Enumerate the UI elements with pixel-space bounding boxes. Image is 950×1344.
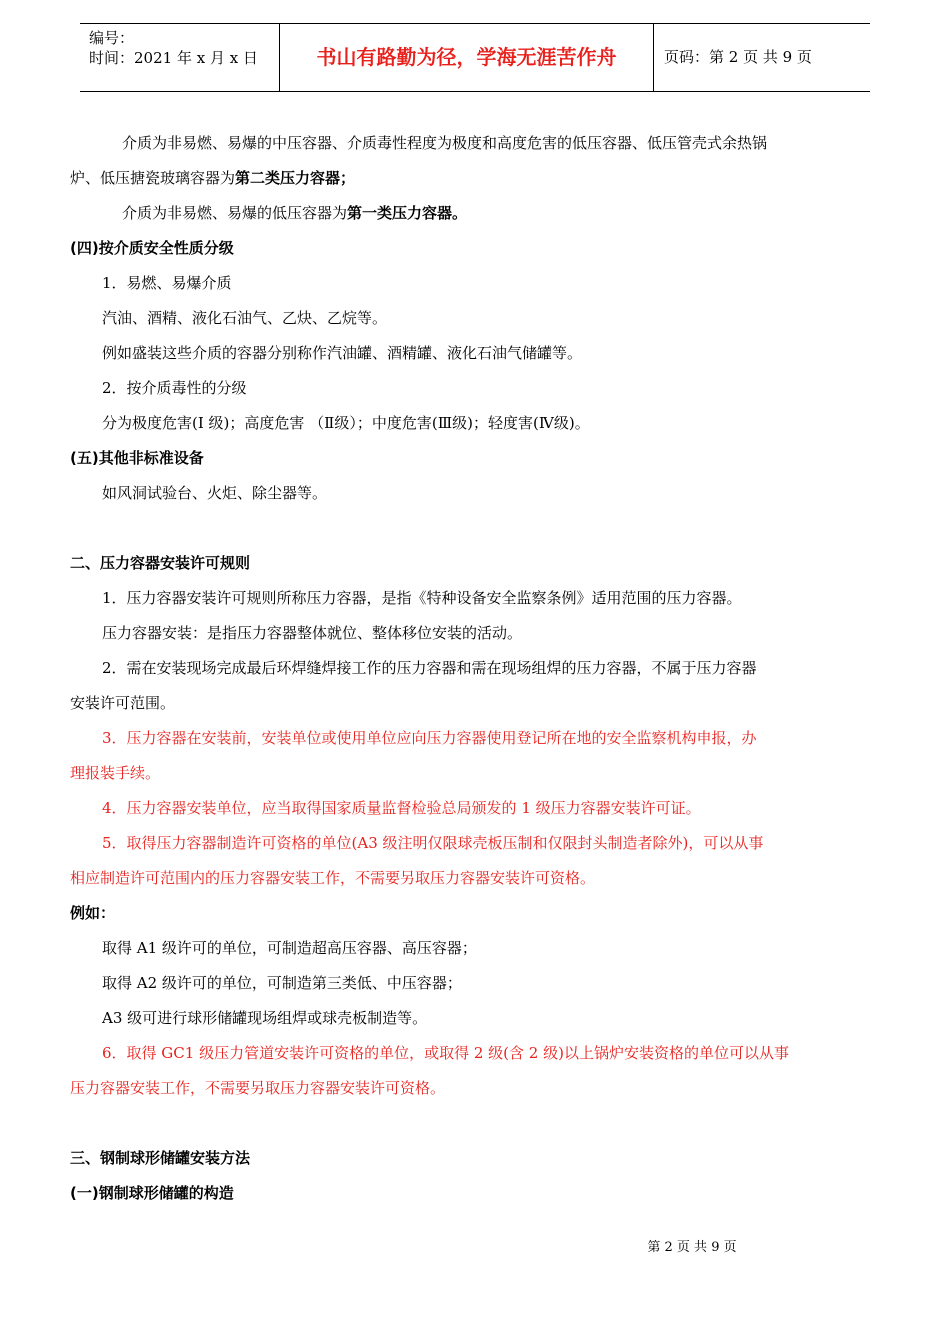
bold-term: 第二类压力容器； [235, 169, 356, 187]
document-date: 时间：2021 年 x 月 x 日 [89, 49, 258, 67]
list-item: 分为极度危害(Ⅰ 级)；高度危害 （Ⅱ级）；中度危害(Ⅲ级)；轻度害(Ⅳ级)。 [102, 414, 590, 432]
list-item: A3 级可进行球形储罐现场组焊或球壳板制造等。 [102, 1009, 428, 1027]
highlighted-paragraph: 3．压力容器在安装前，安装单位或使用单位应向压力容器使用登记所在地的安全监察机构申报，办 [102, 729, 757, 747]
highlighted-paragraph: 理报装手续。 [70, 764, 161, 782]
chapter-heading: 三、钢制球形储罐安装方法 [70, 1149, 251, 1167]
document-body [70, 126, 885, 1211]
list-item: 汽油、酒精、液化石油气、乙炔、乙烷等。 [102, 309, 388, 327]
list-item: 例如盛装这些介质的容器分别称作汽油罐、酒精罐、液化石油气储罐等。 [102, 344, 583, 362]
highlighted-paragraph: 压力容器安装工作，不需要另取压力容器安装许可资格。 [70, 1079, 446, 1097]
bold-term: 第一类压力容器。 [347, 204, 468, 222]
highlighted-paragraph: 6．取得 GC1 级压力管道安装许可资格的单位，或取得 2 级(含 2 级)以上锅炉安装资格的单位可以从事 [102, 1044, 789, 1062]
list-item: 取得 A1 级许可的单位，可制造超高压容器、高压容器； [102, 939, 477, 957]
chapter-heading: 二、压力容器安装许可规则 [70, 554, 251, 572]
highlighted-paragraph: 4．压力容器安装单位，应当取得国家质量监督检验总局颁发的 1 级压力容器安装许可证。 [102, 799, 701, 817]
list-item: 1．易燃、易爆介质 [102, 274, 232, 292]
header-page-number: 页码：第 2 页 共 9 页 [664, 48, 812, 66]
header-left-cell [80, 24, 280, 91]
section-heading: (五)其他非标准设备 [70, 449, 204, 467]
spacer [70, 1106, 885, 1141]
section-heading: (四)按介质安全性质分级 [70, 239, 234, 257]
list-item: 如风洞试验台、火炬、除尘器等。 [102, 484, 328, 502]
document-number-label: 编号： [89, 29, 135, 47]
paragraph: 1．压力容器安装许可规则所称压力容器，是指《特种设备安全监察条例》适用范围的压力容器。 [102, 589, 742, 607]
paragraph: 安装许可范围。 [70, 694, 176, 712]
paragraph: 炉、低压搪瓷玻璃容器为第二类压力容器； [70, 169, 356, 187]
example-heading: 例如： [70, 904, 116, 922]
paragraph: 2．需在安装现场完成最后环焊缝焊接工作的压力容器和需在现场组焊的压力容器，不属于压力容器 [102, 659, 757, 677]
header-motto: 书山有路勤为径，学海无涯苦作舟 [280, 24, 654, 91]
highlighted-paragraph: 相应制造许可范围内的压力容器安装工作，不需要另取压力容器安装许可资格。 [70, 869, 596, 887]
section-heading: (一)钢制球形储罐的构造 [70, 1184, 234, 1202]
paragraph: 介质为非易燃、易爆的中压容器、介质毒性程度为极度和高度危害的低压容器、低压管壳式余热锅 [122, 134, 768, 152]
page-header [80, 23, 870, 92]
highlighted-paragraph: 5．取得压力容器制造许可资格的单位(A3 级注明仅限球壳板压制和仅限封头制造者除外)，可以从事 [102, 834, 764, 852]
paragraph: 压力容器安装：是指压力容器整体就位、整体移位安装的活动。 [102, 624, 523, 642]
list-item: 2．按介质毒性的分级 [102, 379, 247, 397]
page-footer [0, 1236, 950, 1255]
spacer [70, 511, 885, 546]
paragraph: 介质为非易燃、易爆的低压容器为第一类压力容器。 [122, 204, 468, 222]
footer-page-number: 第 2 页 共 9 页 [647, 1240, 737, 1255]
list-item: 取得 A2 级许可的单位，可制造第三类低、中压容器； [102, 974, 462, 992]
